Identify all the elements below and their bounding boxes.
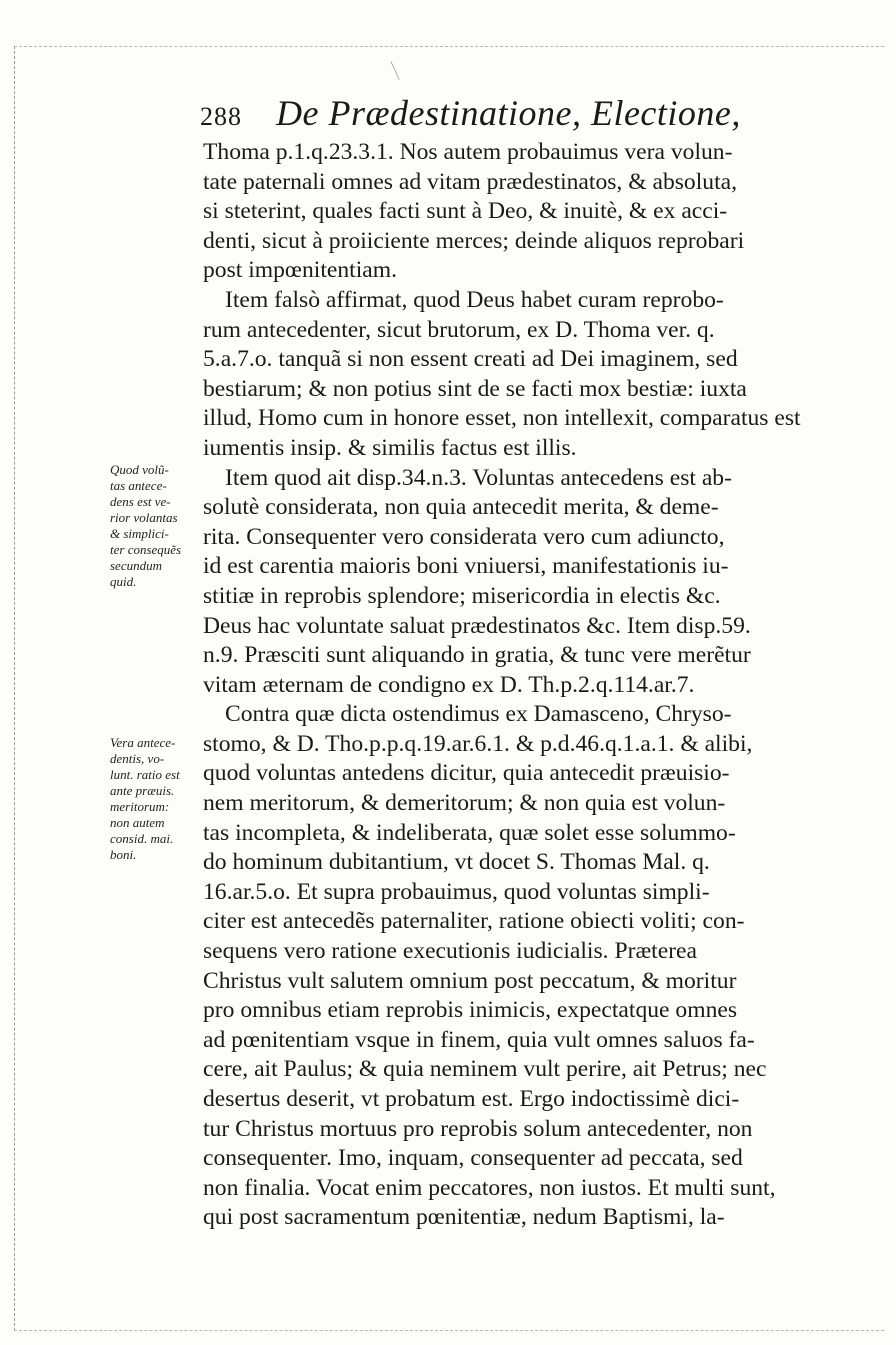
margin-note-line: Vera antece- <box>110 735 176 750</box>
page-edge-top <box>14 46 884 47</box>
text-line: si steterint, quales facti sunt à Deo, & inuitè, & ex acci- <box>203 198 728 225</box>
main-text-column <box>203 138 843 1233</box>
margin-note-line: ter consequẽs <box>110 542 182 557</box>
text-line: illud, Homo cum in honore esset, non intellexit, comparatus est <box>203 405 801 432</box>
text-line: cere, ait Paulus; & quia neminem vult perire, ait Petrus; nec <box>203 1056 767 1083</box>
margin-note-line: consid. mai. <box>110 831 174 846</box>
margin-note-line: & simplici- <box>110 526 169 541</box>
text-line: bestiarum; & non potius sint de se facti mox bestiæ: iuxta <box>203 375 747 402</box>
text-line: stomo, & D. Tho.p.p.q.19.ar.6.1. & p.d.46.q.1.a.1. & alibi, <box>203 730 753 757</box>
margin-note-line: quid. <box>110 574 137 589</box>
margin-note-line: secundum <box>110 558 162 573</box>
text-line: do hominum dubitantium, vt docet S. Thomas Mal. q. <box>203 849 710 876</box>
margin-note-line: lunt. ratio est <box>110 767 180 782</box>
margin-note-voluntas-antecedens <box>110 462 206 590</box>
paragraph-start-line: Contra quæ dicta ostendimus ex Damasceno, Chryso- <box>225 701 732 728</box>
text-line: rum antecedenter, sicut brutorum, ex D. Thoma ver. q. <box>203 316 715 343</box>
text-line: quod voluntas antedens dicitur, quia antecedit præuisio- <box>203 760 730 787</box>
text-line: ad pœnitentiam vsque in finem, quia vult omnes saluos fa- <box>203 1026 755 1053</box>
text-line: 16.ar.5.o. Et supra probauimus, quod voluntas simpli- <box>203 878 710 905</box>
margin-note-vera-ratio <box>110 735 206 863</box>
text-line: tate paternali omnes ad vitam prædestinatos, & absoluta, <box>203 168 738 195</box>
page-header <box>200 92 820 142</box>
running-title: De Prædestinatione, Electione, <box>276 93 741 133</box>
text-line: denti, sicut à proiiciente merces; deinde aliquos reprobari <box>203 227 745 254</box>
margin-note-line: dentis, vo- <box>110 751 165 766</box>
text-line: qui post sacramentum pœnitentiæ, nedum Baptismi, la- <box>203 1204 725 1231</box>
text-line: non finalia. Vocat enim peccatores, non iustos. Et multi sunt, <box>203 1174 776 1201</box>
margin-note-line: meritorum: <box>110 799 170 814</box>
margin-note-line: tas antece- <box>110 478 167 493</box>
margin-note-line: dens est ve- <box>110 494 171 509</box>
text-line: n.9. Præsciti sunt aliquando in gratia, & tunc vere merẽtur <box>203 642 751 669</box>
text-line: post impœnitentiam. <box>203 257 397 284</box>
page-edge-bottom <box>14 1330 884 1331</box>
text-line: tas incompleta, & indeliberata, quæ solet esse solummo- <box>203 819 736 846</box>
text-line: consequenter. Imo, inquam, consequenter ad peccata, sed <box>203 1145 743 1172</box>
text-line: stitiæ in reprobis splendore; misericordia in electis &c. <box>203 582 721 609</box>
text-line: desertus deserit, vt probatum est. Ergo indoctissimè dici- <box>203 1086 740 1112</box>
text-line: id est carentia maioris boni vniuersi, manifestationis iu- <box>203 553 729 580</box>
page-edge-left <box>14 46 15 1331</box>
text-line: rita. Consequenter vero considerata vero cum adiuncto, <box>203 523 725 550</box>
text-line: 5.a.7.o. tanquã si non essent creati ad Dei imaginem, sed <box>203 346 738 373</box>
paragraph-start-line: Item quod ait disp.34.n.3. Voluntas antecedens est ab- <box>225 464 732 491</box>
text-line: solutè considerata, non quia antecedit merita, & deme- <box>203 494 719 521</box>
text-line: sequens vero ratione executionis iudicialis. Præterea <box>203 938 698 965</box>
margin-note-line: Quod volũ- <box>110 462 169 477</box>
text-line: iumentis insip. & similis factus est illis. <box>203 434 577 461</box>
text-line: Thoma p.1.q.23.3.1. Nos autem probauimus vera volun- <box>203 139 733 165</box>
paragraph-start-line: Item falsò affirmat, quod Deus habet curam reprobo- <box>225 286 724 313</box>
page-number: 288 <box>200 102 242 131</box>
margin-note-line: ante præuis. <box>110 783 175 798</box>
scan-mark <box>390 56 410 80</box>
text-line: citer est antecedẽs paternaliter, ratione obiecti voliti; con- <box>203 908 745 935</box>
margin-note-line: non autem <box>110 815 165 830</box>
margin-note-line: rior volantas <box>110 510 178 525</box>
text-line: nem meritorum, & demeritorum; & non quia est volun- <box>203 790 726 817</box>
text-line: tur Christus mortuus pro reprobis solum antecedenter, non <box>203 1115 753 1142</box>
text-line: vitam æternam de condigno ex D. Th.p.2.q.114.ar.7. <box>203 671 695 698</box>
text-line: pro omnibus etiam reprobis inimicis, expectatque omnes <box>203 997 738 1024</box>
margin-note-line: boni. <box>110 847 137 862</box>
text-line: Christus vult salutem omnium post peccatum, & moritur <box>203 967 737 994</box>
text-line: Deus hac voluntate saluat prædestinatos &c. Item disp.59. <box>203 612 751 639</box>
